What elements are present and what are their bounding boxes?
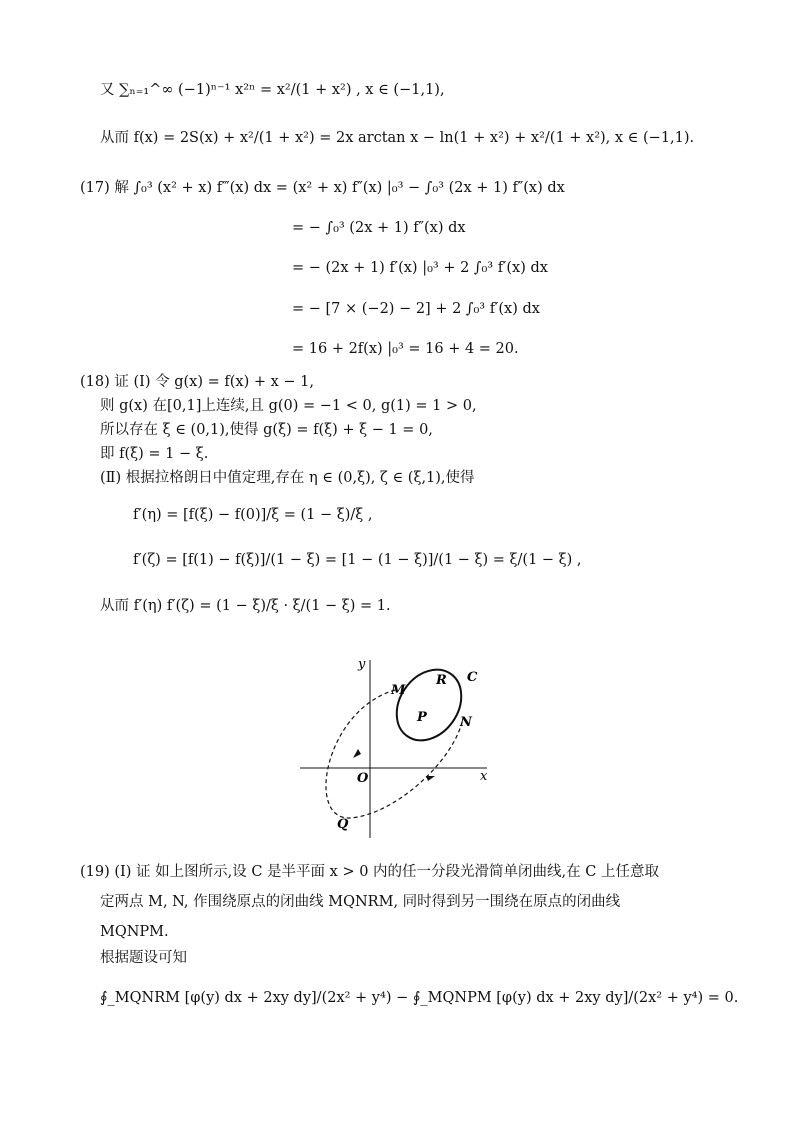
curve-diagram	[295, 650, 495, 840]
problem-18-line-5: (Ⅱ) 根据拉格朗日中值定理,存在 η ∈ (0,ξ), ζ ∈ (ξ,1),使得	[100, 470, 475, 486]
fx-result-line: 从而 f(x) = 2S(x) + x²/(1 + x²) = 2x arctan x − ln(1 + x²) + x²/(1 + x²), x ∈ (−1,1).	[100, 130, 695, 146]
series-sum-line: 又 ∑ₙ₌₁^∞ (−1)ⁿ⁻¹ x²ⁿ = x²/(1 + x²) , x ∈ (−1,1),	[100, 82, 445, 98]
label-n: N	[460, 715, 472, 730]
closed-curve-c	[383, 657, 474, 753]
problem-18-line-8: 从而 f′(η) f′(ζ) = (1 − ξ)/ξ · ξ/(1 − ξ) = 1.	[100, 598, 391, 614]
label-o: O	[357, 771, 369, 786]
problem-18-line-2: 则 g(x) 在[0,1]上连续,且 g(0) = −1 < 0, g(1) = 1 > 0,	[100, 398, 477, 414]
problem-19-line-2: 定两点 M, N, 作围绕原点的闭曲线 MQNRM, 同时得到另一围绕在原点的闭曲线	[100, 894, 621, 910]
label-q: Q	[337, 817, 349, 832]
arrow-mark	[426, 776, 435, 781]
problem-18-line-3: 所以存在 ξ ∈ (0,1),使得 g(ξ) = f(ξ) + ξ − 1 = 0,	[100, 422, 433, 438]
problem-17-line-3: = − (2x + 1) f′(x) |₀³ + 2 ∫₀³ f′(x) dx	[292, 260, 548, 276]
problem-19-line-1: (19) (Ⅰ) 证 如上图所示,设 C 是半平面 x > 0 内的任一分段光滑简单闭曲线,在 C 上任意取	[80, 864, 659, 880]
label-y: y	[358, 657, 366, 672]
problem-17-line-5: = 16 + 2f(x) |₀³ = 16 + 4 = 20.	[292, 341, 519, 357]
problem-17-line-2: = − ∫₀³ (2x + 1) f″(x) dx	[292, 220, 466, 236]
label-c: C	[467, 670, 478, 685]
problem-18-line-6: f′(η) = [f(ξ) − f(0)]/ξ = (1 − ξ)/ξ ,	[133, 507, 373, 523]
problem-19-line-5: ∮_MQNRM [φ(y) dx + 2xy dy]/(2x² + y⁴) − ∮_MQNPM [φ(y) dx + 2xy dy]/(2x² + y⁴) = 0.	[100, 990, 739, 1006]
problem-17-line-1: (17) 解 ∫₀³ (x² + x) f‴(x) dx = (x² + x) f″(x) |₀³ − ∫₀³ (2x + 1) f″(x) dx	[80, 180, 565, 196]
label-r: R	[436, 673, 447, 688]
label-p: P	[417, 710, 427, 725]
problem-17-line-4: = − [7 × (−2) − 2] + 2 ∫₀³ f′(x) dx	[292, 301, 540, 317]
label-x: x	[480, 769, 488, 784]
label-m: M	[391, 683, 406, 698]
problem-19-line-3: MQNPM.	[100, 924, 169, 940]
dashed-curve-mqn	[326, 690, 463, 818]
problem-18-line-4: 即 f(ξ) = 1 − ξ.	[100, 446, 209, 462]
problem-18-line-1: (18) 证 (Ⅰ) 令 g(x) = f(x) + x − 1,	[80, 374, 314, 390]
problem-18-line-7: f′(ζ) = [f(1) − f(ξ)]/(1 − ξ) = [1 − (1 − ξ)]/(1 − ξ) = ξ/(1 − ξ) ,	[133, 552, 582, 568]
arrow-mark	[353, 749, 361, 758]
problem-19-line-4: 根据题设可知	[100, 950, 187, 966]
